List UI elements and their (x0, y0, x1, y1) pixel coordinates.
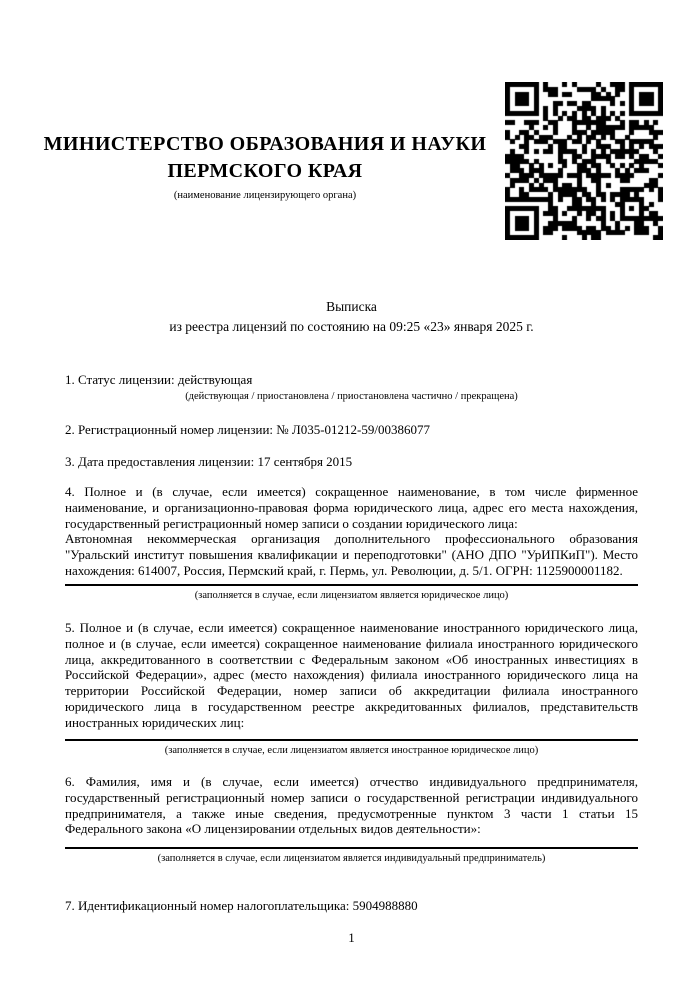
field-foreign-entity-caption: (заполняется в случае, если лицензиатом является иностранное юридическое лицо) (164, 745, 539, 757)
licensing-authority-block (30, 131, 500, 201)
fill-in-line-foreign-entity (65, 739, 638, 741)
field-legal-entity-caption: (заполняется в случае, если лицензиатом является юридическое лицо) (194, 590, 509, 602)
licensing-authority-caption: (наименование лицензирующего органа) (173, 190, 357, 201)
field-individual-entrepreneur-label: 6. Фамилия, имя и (в случае, если имеется) отчество индивидуального предпринимателя, государственный регистрационный номер записи о государственной регистрации индивидуального предпринимателя, а также иные сведения, предусмотренные пунктом 3 части 1 статьи 15 Федерального закона «О лицензировании отдельных видов деятельности»: (65, 774, 638, 837)
field-legal-entity-value: Автономная некоммерческая организация дополнительного профессионального образования "Уральский институт повышения квалификации и переподготовки" (АНО ДПО "УрИПКиП"). Место нахождения: 614007, Россия, Пермский край, г. Пермь, ул. Революции, д. 5/1. ОГРН: 1125900001182. (65, 531, 638, 578)
fill-in-line-individual-entrepreneur (65, 847, 638, 849)
extract-title: Выписка (326, 299, 377, 314)
extract-title-block (65, 297, 638, 337)
page-number: 1 (348, 929, 355, 945)
field-license-status-caption: (действующая / приостановлена / приостановлена частично / прекращена) (185, 390, 518, 402)
field-taxpayer-number: 7. Идентификационный номер налогоплательщика: 5904988880 (65, 898, 418, 914)
field-individual-entrepreneur-caption: (заполняется в случае, если лицензиатом является индивидуальный предприниматель) (157, 853, 546, 865)
qr-code-icon (505, 82, 663, 240)
document-body (65, 297, 638, 946)
field-foreign-entity-label: 5. Полное и (в случае, если имеется) сокращенное наименование иностранного юридического лица, полное и (в случае, если имеется) сокращенное наименование филиала иностранного юридического лица, аккредитованного в соответствии с Федеральным законом «Об иностранных инвестициях в Российской Федерации», адрес (место нахождения) филиала иностранного юридического лица на территории Российской Федерации, номер записи об аккредитации филиала иностранного юридического лица в государственном реестре аккредитованных филиалов, представительств иностранных юридических лиц: (65, 620, 638, 730)
field-license-date: 3. Дата предоставления лицензии: 17 сентября 2015 (65, 454, 353, 470)
field-registration-number: 2. Регистрационный номер лицензии: № Л035-01212-59/00386077 (65, 421, 431, 437)
ministry-name-line2: ПЕРМСКОГО КРАЯ (167, 160, 363, 182)
ministry-name-line1: МИНИСТЕРСТВО ОБРАЗОВАНИЯ И НАУКИ (43, 133, 487, 155)
field-legal-entity-label: 4. Полное и (в случае, если имеется) сокращенное наименование, в том числе фирменное наименование, и организационно-правовая форма юридического лица, адрес его места нахождения, государственный регистрационный номер записи о создании юридического лица: (65, 484, 638, 531)
document-header (0, 0, 700, 250)
extract-date-line: из реестра лицензий по состоянию на 09:25 «23» января 2025 г. (169, 319, 534, 334)
fill-in-line-legal-entity (65, 584, 638, 586)
field-license-status: 1. Статус лицензии: действующая (65, 372, 253, 387)
